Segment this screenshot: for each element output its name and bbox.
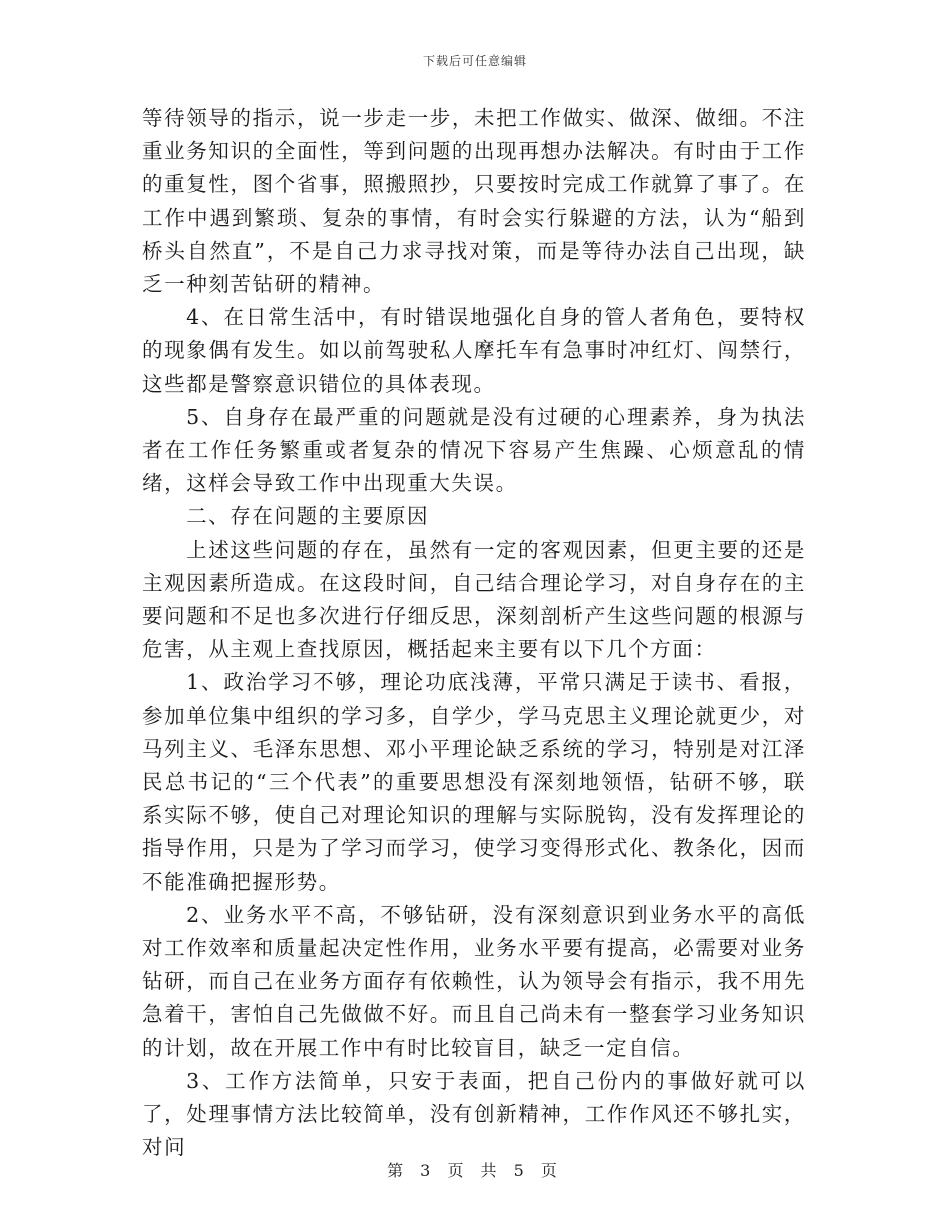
section-heading-causes: 二、存在问题的主要原因 (186, 504, 430, 529)
paragraph-item-4: 4、在日常生活中，有时错误地强化自身的管人者角色，要特权的现象偶有发生。如以前驾驶私人摩托车有急事时冲红灯、闯禁行，这些都是警察意识错位的具体表现。 (142, 305, 806, 396)
paragraph-cause-2: 2、业务水平不高，不够钻研，没有深刻意识到业务水平的高低对工作效率和质量起决定性作用，业务水平要有提高，必需要对业务钻研，而自己在业务方面存有依赖性，认为领导会有指示，我不用先急着干，害怕自己先做做不好。而且自己尚未有一整套学习业务知识的计划，故在开展工作中有时比较盲目，缺乏一定自信。 (142, 902, 806, 1060)
paragraph-item-5: 5、自身存在最严重的问题就是没有过硬的心理素养，身为执法者在工作任务繁重或者复杂的情况下容易产生焦躁、心烦意乱的情绪，这样会导致工作中出现重大失误。 (142, 404, 806, 496)
document-body (142, 102, 806, 1165)
paragraph-causes-intro: 上述这些问题的存在，虽然有一定的客观因素，但更主要的还是主观因素所造成。在这段时间，自己结合理论学习，对自身存在的主要问题和不足也多次进行仔细反思，深刻剖析产生这些问题的根源与危害，从主观上查找原因，概括起来主要有以下几个方面： (142, 537, 806, 662)
paragraph-cause-3: 3、工作方法简单，只安于表面，把自己份内的事做好就可以了，处理事情方法比较简单，没有创新精神，工作作风还不够扎实，对问 (142, 1068, 806, 1160)
page-header: 下载后可任意编辑 (422, 54, 527, 68)
page-number-footer: 第 3 页 共 5 页 (387, 1161, 563, 1180)
paragraph-continuation: 等待领导的指示，说一步走一步，未把工作做实、做深、做细。不注重业务知识的全面性，等到问题的出现再想办法解决。有时由于工作的重复性，图个省事，照搬照抄，只要按时完成工作就算了事了。在工作中遇到繁琐、复杂的事情，有时会实行躲避的方法，认为“船到桥头自然直”，不是自己力求寻找对策，而是等待办法自己出现，缺乏一种刻苦钻研的精神。 (142, 106, 806, 297)
paragraph-cause-1: 1、政治学习不够，理论功底浅薄，平常只满足于读书、看报，参加单位集中组织的学习多，自学少，学马克思主义理论就更少，对马列主义、毛泽东思想、邓小平理论缺乏系统的学习，特别是对江泽民总书记的“三个代表”的重要思想没有深刻地领悟，钻研不够，联系实际不够，使自己对理论知识的理解与实际脱钩，没有发挥理论的指导作用，只是为了学习而学习，使学习变得形式化、教条化，因而不能准确把握形势。 (142, 670, 806, 894)
